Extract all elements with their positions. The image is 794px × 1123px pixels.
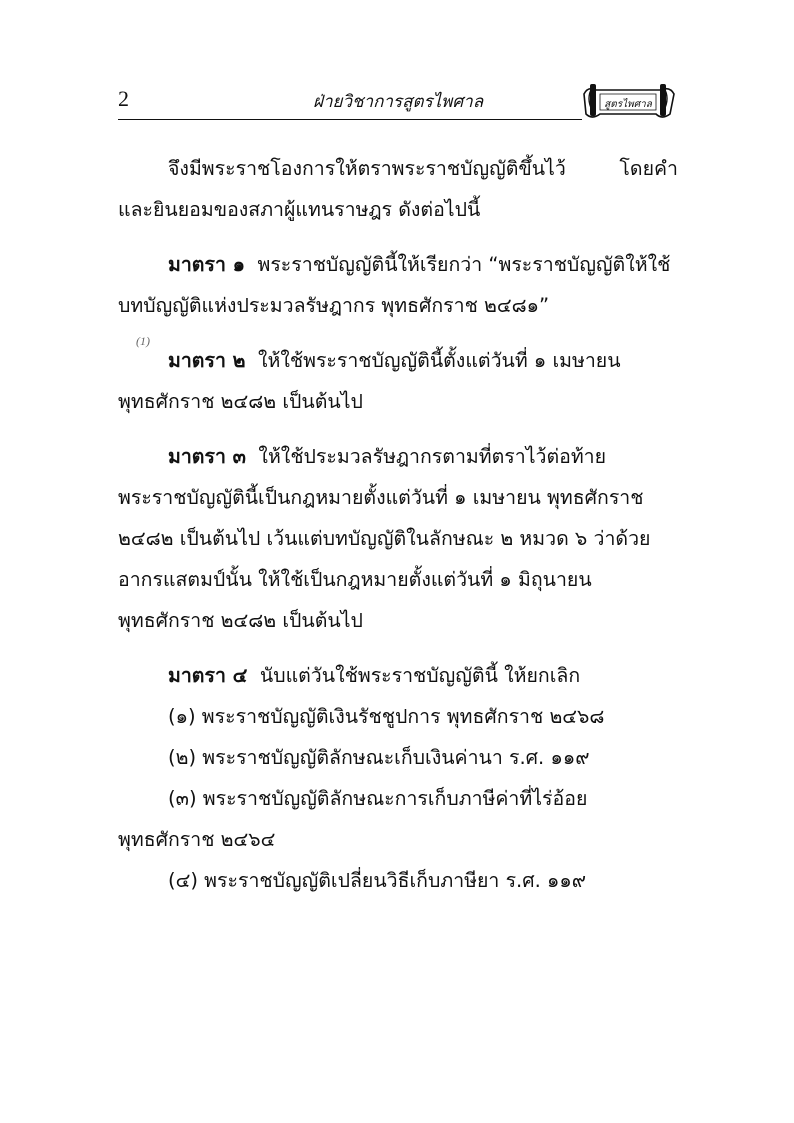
section-4 xyxy=(118,655,678,901)
preamble xyxy=(118,148,678,230)
section-3-line-2: พระราชบัญญัตินี้เป็นกฎหมายตั้งแต่วันที่ ๑ เมษายน พุทธศักราช xyxy=(118,486,644,509)
section-2-label: มาตรา ๒ xyxy=(168,349,246,372)
logo-text: สูตรไพศาล xyxy=(604,99,652,110)
section-3-line-4: อากรแสตมป์นั้น ให้ใช้เป็นกฎหมายตั้งแต่วันที่ ๑ มิถุนายน xyxy=(118,568,592,591)
preamble-line-1: จึงมีพระราชโองการให้ตราพระราชบัญญัติขึ้นไว้ โดยคำ xyxy=(168,157,678,180)
section-4-item-3: (๓) พระราชบัญญัติลักษณะการเก็บภาษีค่าที่ไร่อ้อย xyxy=(168,787,588,810)
footnote-marker: (1) xyxy=(136,334,150,348)
section-3 xyxy=(118,436,678,641)
section-4-text-1: นับแต่วันใช้พระราชบัญญัตินี้ ให้ยกเลิก xyxy=(259,664,581,687)
section-4-item-3-continuation: พุทธศักราช ๒๔๖๔ xyxy=(118,828,276,851)
page-number: 2 xyxy=(118,86,129,111)
section-2 xyxy=(118,334,678,422)
section-1 xyxy=(118,244,678,326)
running-title: ฝ่ายวิชาการสูตรไพศาล xyxy=(313,92,484,112)
section-4-item-2: (๒) พระราชบัญญัติลักษณะเก็บเงินค่านา ร.ศ. ๑๑๙ xyxy=(168,746,590,769)
section-3-text-1: ให้ใช้ประมวลรัษฎากรตามที่ตราไว้ต่อท้าย xyxy=(258,445,607,468)
section-4-item-4: (๔) พระราชบัญญัติเปลี่ยนวิธีเก็บภาษียา ร.ศ. ๑๑๙ xyxy=(168,869,587,892)
section-1-line-1 xyxy=(118,244,678,285)
section-1-text-1: พระราชบัญญัตินี้ให้เรียกว่า “พระราชบัญญัติให้ใช้ xyxy=(257,253,671,276)
section-1-line-2: บทบัญญัติแห่งประมวลรัษฎากร พุทธศักราช ๒๔๘๑” xyxy=(118,294,550,317)
section-3-line-3: ๒๔๘๒ เป็นต้นไป เว้นแต่บทบัญญัติในลักษณะ ๒ หมวด ๖ ว่าด้วย xyxy=(118,527,651,550)
page-header xyxy=(118,82,678,122)
preamble-line-2: และยินยอมของสภาผู้แทนราษฎร ดังต่อไปนี้ xyxy=(118,198,481,221)
section-2-line-1 xyxy=(118,340,678,381)
section-3-line-5: พุทธศักราช ๒๔๘๒ เป็นต้นไป xyxy=(118,609,363,632)
section-3-line-1 xyxy=(118,436,678,477)
section-2-line-2: พุทธศักราช ๒๔๘๒ เป็นต้นไป xyxy=(118,390,363,413)
section-4-item-1: (๑) พระราชบัญญัติเงินรัชชูปการ พุทธศักราช ๒๔๖๘ xyxy=(168,705,605,728)
section-4-label: มาตรา ๔ xyxy=(168,664,248,687)
section-1-label: มาตรา ๑ xyxy=(168,253,246,276)
document-body xyxy=(118,148,678,901)
header-rule xyxy=(118,119,582,120)
section-4-line-1 xyxy=(118,655,678,696)
section-3-label: มาตรา ๓ xyxy=(168,445,247,468)
section-2-text-1: ให้ใช้พระราชบัญญัตินี้ตั้งแต่วันที่ ๑ เมษายน xyxy=(257,349,621,372)
publisher-logo xyxy=(578,80,678,124)
